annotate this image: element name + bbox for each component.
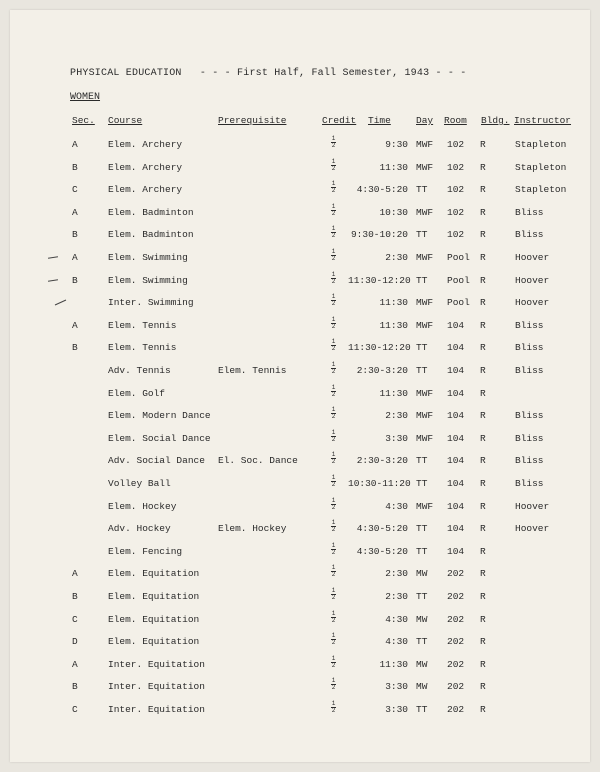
credit-numerator: 1 <box>331 587 336 594</box>
cell-bldg: R <box>480 387 486 399</box>
cell-bldg: R <box>480 478 486 489</box>
cell-credit <box>331 611 336 624</box>
cell-time: 11:30-12:20 <box>348 274 411 286</box>
cell-time: 2:30 <box>385 568 408 580</box>
table-row <box>0 496 600 515</box>
cell-day: TT <box>416 365 428 376</box>
cell-room: 104 <box>447 342 465 354</box>
cell-day: TT <box>416 342 428 354</box>
credit-denominator: 2 <box>331 187 336 195</box>
cell-room: 202 <box>447 681 465 693</box>
cell-course: Elem. Modern Dance <box>108 410 211 422</box>
cell-day: MWF <box>416 319 434 331</box>
cell-room: 104 <box>447 500 465 512</box>
credit-numerator: 1 <box>331 135 336 142</box>
cell-course: Elem. Archery <box>108 161 183 173</box>
cell-sec: C <box>72 184 78 196</box>
cell-day: MWF <box>416 139 434 150</box>
table-header <box>0 115 600 129</box>
credit-denominator: 2 <box>331 142 336 149</box>
cell-bldg: R <box>480 365 486 376</box>
credit-denominator: 2 <box>331 616 336 624</box>
cell-bldg: R <box>480 252 486 263</box>
header-credit: Credit <box>322 115 357 126</box>
credit-numerator: 1 <box>331 496 336 504</box>
cell-time: 11:30 <box>379 319 408 331</box>
cell-credit <box>331 407 336 420</box>
credit-numerator: 1 <box>331 180 336 188</box>
table-row <box>0 157 600 176</box>
header-day: Day <box>416 115 434 126</box>
credit-numerator: 1 <box>331 157 336 165</box>
credit-denominator: 2 <box>331 503 336 511</box>
cell-time: 11:30 <box>379 387 408 399</box>
cell-instructor: Hoover <box>515 274 550 286</box>
cell-bldg: R <box>480 500 486 512</box>
section-heading: WOMEN <box>70 92 101 103</box>
cell-instructor: Stapleton <box>515 139 567 150</box>
cell-room: Pool <box>447 252 470 263</box>
credit-denominator: 2 <box>331 164 336 172</box>
cell-course: Elem. Badminton <box>108 206 194 218</box>
credit-denominator: 2 <box>331 639 336 647</box>
cell-time: 2:30 <box>385 591 408 602</box>
cell-time: 11:30 <box>379 297 408 309</box>
cell-credit <box>331 272 336 285</box>
cell-bldg: R <box>480 568 486 580</box>
cell-course: Elem. Fencing <box>108 545 183 557</box>
table-row <box>0 564 600 582</box>
cell-time: 9:30 <box>385 139 408 150</box>
cell-course: Elem. Golf <box>108 387 166 399</box>
cell-course: Inter. Equitation <box>108 681 205 693</box>
cell-room: Pool <box>447 274 470 286</box>
cell-sec: A <box>72 206 78 218</box>
cell-room: 104 <box>447 387 465 399</box>
credit-numerator: 1 <box>331 202 336 210</box>
table-row <box>0 225 600 243</box>
credit-numerator: 1 <box>331 451 336 459</box>
cell-bldg: R <box>480 704 486 715</box>
table-row <box>0 180 600 198</box>
cell-day: MW <box>416 681 428 693</box>
table-row <box>0 474 600 492</box>
cell-instructor: Stapleton <box>515 184 567 196</box>
title-department: PHYSICAL EDUCATION <box>70 68 182 79</box>
cell-instructor: Stapleton <box>515 161 567 173</box>
cell-course: Inter. Swimming <box>108 297 194 309</box>
cell-course: Elem. Tennis <box>108 342 177 354</box>
cell-day: TT <box>416 545 428 557</box>
table-row <box>0 541 600 560</box>
cell-time: 4:30 <box>385 500 408 512</box>
cell-instructor: Bliss <box>515 206 544 218</box>
cell-room: 104 <box>447 365 465 376</box>
title-dashes-right: - - - <box>435 68 467 79</box>
cell-sec: A <box>72 139 78 150</box>
pencil-dash-mark <box>48 279 58 281</box>
cell-course: Elem. Equitation <box>108 591 200 602</box>
table-row <box>0 383 600 402</box>
credit-denominator: 2 <box>331 345 336 353</box>
credit-numerator: 1 <box>331 677 336 685</box>
credit-denominator: 2 <box>331 255 336 262</box>
cell-bldg: R <box>480 410 486 422</box>
cell-time: 10:30 <box>379 206 408 218</box>
cell-credit <box>331 656 336 669</box>
cell-sec: A <box>72 319 78 331</box>
cell-time: 9:30-10:20 <box>350 229 408 241</box>
table-row <box>0 270 600 289</box>
cell-room: 104 <box>447 523 465 535</box>
cell-course: Inter. Equitation <box>108 658 205 670</box>
table-row <box>0 315 600 334</box>
credit-denominator: 2 <box>331 322 336 330</box>
cell-instructor: Bliss <box>515 365 544 376</box>
cell-room: 104 <box>447 478 465 489</box>
cell-room: 102 <box>447 139 465 150</box>
table-row <box>0 632 600 650</box>
cell-bldg: R <box>480 342 486 354</box>
cell-instructor: Bliss <box>515 478 544 489</box>
credit-denominator: 2 <box>331 526 336 534</box>
cell-credit <box>331 701 336 714</box>
credit-denominator: 2 <box>331 232 336 240</box>
credit-denominator: 2 <box>331 209 336 217</box>
table-row <box>0 135 600 153</box>
credit-denominator: 2 <box>331 435 336 443</box>
cell-course: Adv. Social Dance <box>108 455 205 467</box>
credit-numerator: 1 <box>331 383 336 391</box>
cell-day: TT <box>416 274 428 286</box>
table-row <box>0 248 600 266</box>
cell-instructor: Bliss <box>515 410 544 422</box>
credit-numerator: 1 <box>331 700 336 707</box>
cell-day: TT <box>416 636 428 648</box>
cell-course: Elem. Archery <box>108 184 183 196</box>
cell-sec: D <box>72 636 78 648</box>
cell-day: MWF <box>416 410 434 422</box>
credit-numerator: 1 <box>331 519 336 527</box>
cell-instructor: Bliss <box>515 342 544 354</box>
cell-credit <box>331 678 336 691</box>
cell-time: 2:30 <box>385 252 408 263</box>
cell-day: MWF <box>416 297 434 309</box>
header-time: Time <box>368 115 391 126</box>
cell-credit <box>331 452 336 465</box>
credit-denominator: 2 <box>331 458 336 466</box>
cell-bldg: R <box>480 184 486 196</box>
cell-room: 202 <box>447 636 465 648</box>
cell-room: 202 <box>447 591 465 602</box>
cell-room: 102 <box>447 184 465 196</box>
credit-numerator: 1 <box>331 541 336 549</box>
cell-course: Inter. Equitation <box>108 704 205 715</box>
cell-credit <box>331 249 336 262</box>
header-bldg: Bldg. <box>481 115 510 126</box>
cell-room: 104 <box>447 545 465 557</box>
cell-bldg: R <box>480 139 486 150</box>
cell-room: 102 <box>447 206 465 218</box>
credit-numerator: 1 <box>331 428 336 436</box>
credit-denominator: 2 <box>331 548 336 556</box>
cell-sec: C <box>72 613 78 625</box>
cell-bldg: R <box>480 658 486 670</box>
cell-instructor: Bliss <box>515 229 544 241</box>
cell-time: 2:30-3:20 <box>356 365 408 376</box>
cell-credit <box>331 362 336 375</box>
cell-bldg: R <box>480 206 486 218</box>
credit-numerator: 1 <box>331 361 336 368</box>
cell-credit <box>331 498 336 511</box>
credit-denominator: 2 <box>331 300 336 308</box>
cell-time: 3:30 <box>385 681 408 693</box>
cell-day: TT <box>416 229 428 241</box>
cell-course: Elem. Social Dance <box>108 432 211 444</box>
cell-sec: A <box>72 658 78 670</box>
table-row <box>0 361 600 379</box>
title-term: First Half, Fall Semester, 1943 <box>237 68 430 79</box>
header-sec: Sec. <box>72 115 95 126</box>
cell-room: 104 <box>447 410 465 422</box>
header-room: Room <box>444 115 467 126</box>
cell-bldg: R <box>480 319 486 331</box>
credit-numerator: 1 <box>331 654 336 662</box>
credit-denominator: 2 <box>331 368 336 375</box>
cell-bldg: R <box>480 274 486 286</box>
credit-numerator: 1 <box>331 315 336 323</box>
cell-time: 4:30-5:20 <box>356 523 408 535</box>
header-instructor: Instructor <box>514 115 572 126</box>
cell-instructor: Bliss <box>515 432 544 444</box>
cell-credit <box>331 588 336 601</box>
table-row <box>0 677 600 695</box>
cell-day: MWF <box>416 206 434 218</box>
cell-time: 11:30 <box>379 161 408 173</box>
credit-numerator: 1 <box>331 248 336 255</box>
cell-credit <box>331 226 336 239</box>
cell-day: TT <box>416 455 428 467</box>
cell-bldg: R <box>480 636 486 648</box>
cell-time: 11:30-12:20 <box>348 342 411 354</box>
cell-day: MWF <box>416 252 434 263</box>
credit-numerator: 1 <box>331 564 336 572</box>
header-prerequisite: Prerequisite <box>218 115 287 126</box>
cell-time: 4:30-5:20 <box>356 184 408 196</box>
cell-credit <box>331 136 336 149</box>
cell-course: Volley Ball <box>108 478 171 489</box>
cell-credit <box>331 317 336 330</box>
cell-sec: B <box>72 274 78 286</box>
cell-room: 104 <box>447 432 465 444</box>
credit-denominator: 2 <box>331 661 336 669</box>
cell-credit <box>331 159 336 172</box>
cell-credit <box>331 385 336 398</box>
credit-denominator: 2 <box>331 481 336 488</box>
cell-day: MWF <box>416 161 434 173</box>
cell-sec: A <box>72 252 78 263</box>
cell-prerequisite: El. Soc. Dance <box>218 455 298 467</box>
table-row <box>0 338 600 356</box>
cell-course: Elem. Swimming <box>108 252 188 263</box>
cell-room: 202 <box>447 613 465 625</box>
cell-bldg: R <box>480 523 486 535</box>
table-row <box>0 519 600 537</box>
cell-sec: C <box>72 704 78 715</box>
cell-course: Adv. Tennis <box>108 365 171 376</box>
cell-course: Elem. Equitation <box>108 636 200 648</box>
table-row <box>0 428 600 447</box>
credit-denominator: 2 <box>331 684 336 692</box>
credit-numerator: 1 <box>331 293 336 301</box>
cell-time: 3:30 <box>385 704 408 715</box>
table-row <box>0 406 600 424</box>
cell-credit <box>331 339 336 352</box>
cell-course: Elem. Hockey <box>108 500 177 512</box>
cell-room: Pool <box>447 297 470 309</box>
credit-numerator: 1 <box>331 225 336 233</box>
cell-instructor: Bliss <box>515 455 544 467</box>
credit-denominator: 2 <box>331 707 336 714</box>
cell-time: 2:30-3:20 <box>356 455 408 467</box>
cell-day: TT <box>416 523 428 535</box>
table-row <box>0 609 600 628</box>
cell-credit <box>331 430 336 443</box>
cell-day: MWF <box>416 500 434 512</box>
cell-day: TT <box>416 184 428 196</box>
cell-instructor: Hoover <box>515 297 550 309</box>
cell-sec: B <box>72 591 78 602</box>
cell-prerequisite: Elem. Tennis <box>218 365 287 376</box>
pencil-dash-mark <box>48 256 58 258</box>
credit-denominator: 2 <box>331 277 336 285</box>
cell-room: 102 <box>447 161 465 173</box>
cell-bldg: R <box>480 545 486 557</box>
credit-numerator: 1 <box>331 609 336 617</box>
table-row <box>0 654 600 673</box>
cell-sec: B <box>72 161 78 173</box>
cell-instructor: Bliss <box>515 319 544 331</box>
cell-bldg: R <box>480 591 486 602</box>
header-course: Course <box>108 115 143 126</box>
cell-credit <box>331 565 336 578</box>
cell-day: TT <box>416 704 428 715</box>
cell-bldg: R <box>480 613 486 625</box>
cell-sec: B <box>72 342 78 354</box>
cell-course: Elem. Archery <box>108 139 183 150</box>
cell-time: 10:30-11:20 <box>348 478 411 489</box>
cell-credit <box>331 543 336 556</box>
cell-room: 104 <box>447 319 465 331</box>
table-row <box>0 587 600 605</box>
cell-day: MWF <box>416 387 434 399</box>
cell-time: 4:30-5:20 <box>356 545 408 557</box>
cell-time: 2:30 <box>385 410 408 422</box>
cell-credit <box>331 294 336 307</box>
cell-bldg: R <box>480 432 486 444</box>
cell-day: MW <box>416 658 428 670</box>
cell-room: 202 <box>447 704 465 715</box>
credit-numerator: 1 <box>331 270 336 278</box>
cell-instructor: Hoover <box>515 500 550 512</box>
cell-room: 202 <box>447 568 465 580</box>
cell-day: MW <box>416 568 428 580</box>
cell-day: MWF <box>416 432 434 444</box>
cell-course: Elem. Swimming <box>108 274 188 286</box>
credit-numerator: 1 <box>331 338 336 346</box>
cell-day: MW <box>416 613 428 625</box>
cell-time: 3:30 <box>385 432 408 444</box>
title-dashes-left: - - - <box>199 68 231 79</box>
cell-bldg: R <box>480 229 486 241</box>
cell-credit <box>331 633 336 646</box>
cell-course: Elem. Equitation <box>108 568 200 580</box>
cell-sec: A <box>72 568 78 580</box>
cell-day: TT <box>416 478 428 489</box>
document-title <box>70 68 467 79</box>
credit-denominator: 2 <box>331 413 336 421</box>
cell-sec: B <box>72 681 78 693</box>
cell-course: Elem. Tennis <box>108 319 177 331</box>
table-row <box>0 700 600 718</box>
cell-room: 104 <box>447 455 465 467</box>
table-row <box>0 202 600 221</box>
credit-numerator: 1 <box>331 632 336 640</box>
credit-numerator: 1 <box>331 406 336 414</box>
table-row <box>0 293 600 311</box>
cell-bldg: R <box>480 161 486 173</box>
cell-time: 4:30 <box>385 613 408 625</box>
cell-day: TT <box>416 591 428 602</box>
cell-sec: B <box>72 229 78 241</box>
credit-denominator: 2 <box>331 571 336 579</box>
cell-bldg: R <box>480 297 486 309</box>
cell-credit <box>331 181 336 194</box>
cell-course: Elem. Equitation <box>108 613 200 625</box>
pencil-check-mark <box>54 298 68 306</box>
cell-room: 102 <box>447 229 465 241</box>
cell-bldg: R <box>480 455 486 467</box>
credit-denominator: 2 <box>331 594 336 601</box>
cell-credit <box>331 475 336 488</box>
cell-course: Elem. Badminton <box>108 229 194 241</box>
credit-numerator: 1 <box>331 474 336 481</box>
cell-room: 202 <box>447 658 465 670</box>
cell-instructor: Hoover <box>515 523 550 535</box>
cell-prerequisite: Elem. Hockey <box>218 523 287 535</box>
cell-credit <box>331 204 336 217</box>
table-row <box>0 451 600 469</box>
cell-bldg: R <box>480 681 486 693</box>
cell-time: 11:30 <box>379 658 408 670</box>
cell-credit <box>331 520 336 533</box>
cell-time: 4:30 <box>385 636 408 648</box>
credit-denominator: 2 <box>331 390 336 398</box>
cell-course: Adv. Hockey <box>108 523 171 535</box>
cell-instructor: Hoover <box>515 252 550 263</box>
